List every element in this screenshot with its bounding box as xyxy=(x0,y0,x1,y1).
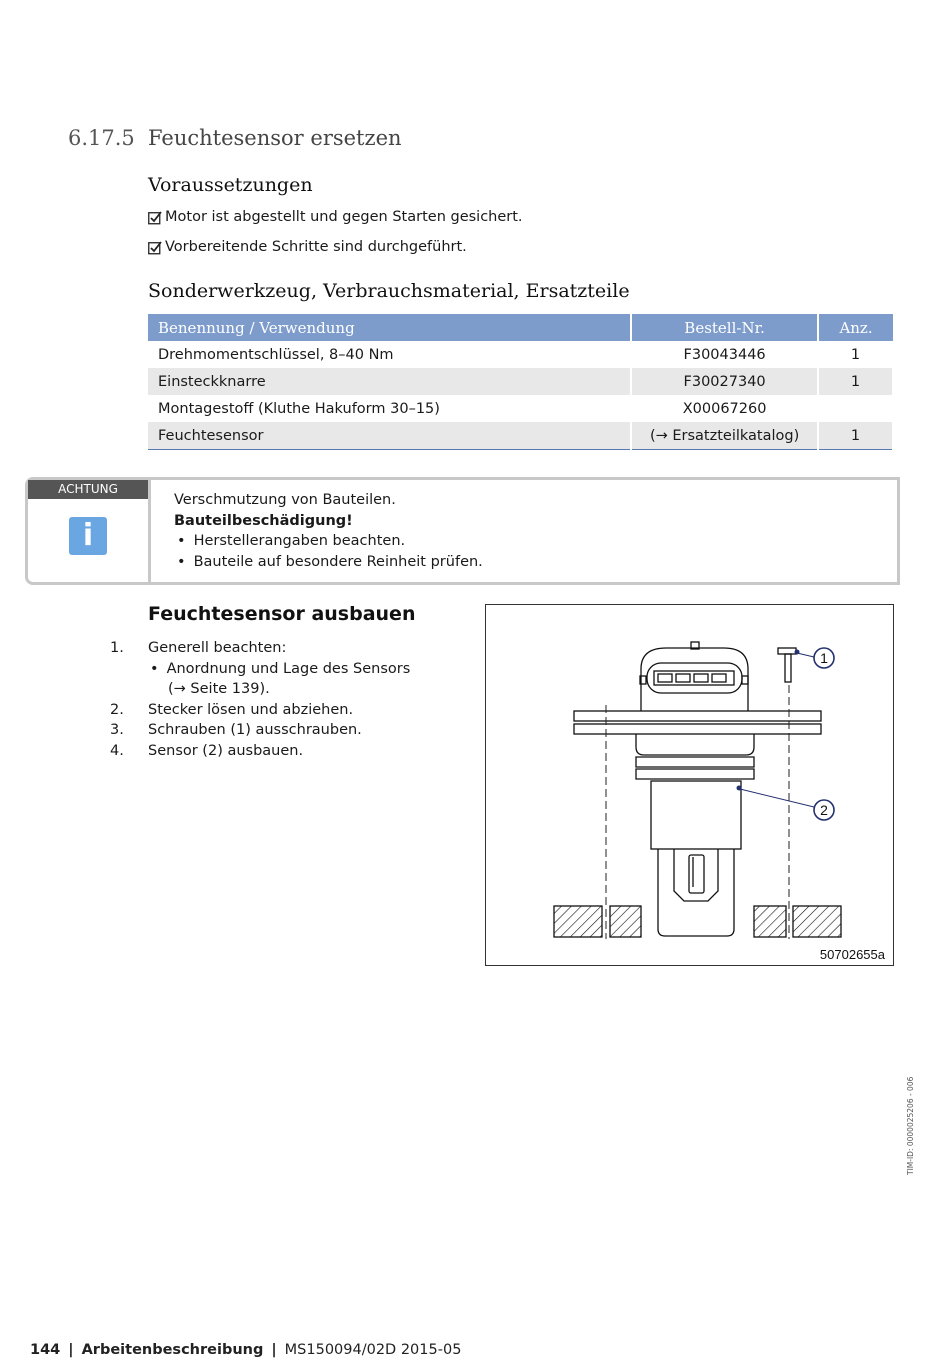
prerequisites-heading: Voraussetzungen xyxy=(148,174,313,196)
step-number: 2. xyxy=(110,701,124,718)
bullet-icon: • xyxy=(150,660,159,677)
notice-bullet xyxy=(174,531,483,552)
notice-line: Verschmutzung von Bauteilen. xyxy=(174,492,396,508)
step-sub-bullet xyxy=(100,659,470,680)
figure-id: 50702655a xyxy=(819,947,885,962)
cell-order-no: F30027340 xyxy=(631,368,818,395)
table-header-row xyxy=(148,314,893,341)
callout-1: 1 xyxy=(820,650,828,666)
step-text: Schrauben (1) ausschrauben. xyxy=(148,722,362,738)
column-header-name: Benennung / Verwendung xyxy=(148,314,631,341)
notice-sidebar xyxy=(28,480,151,582)
cell-qty: 1 xyxy=(818,422,893,450)
step-number: 3. xyxy=(110,722,124,738)
step-item xyxy=(100,638,470,659)
parts-heading: Sonderwerkzeug, Verbrauchsmaterial, Ersatzteile xyxy=(148,280,630,302)
checkbox-checked-icon xyxy=(148,241,161,254)
notice-bullet-text: Bauteile auf besondere Reinheit prüfen. xyxy=(193,553,483,570)
column-header-order-no: Bestell-Nr. xyxy=(631,314,818,341)
cell-name: Feuchtesensor xyxy=(148,422,631,450)
tim-id: TIM-ID: 0000025206 - 006 xyxy=(906,1076,915,1175)
table-row xyxy=(148,368,893,395)
cell-qty xyxy=(818,395,893,422)
table-row xyxy=(148,395,893,422)
step-number: 4. xyxy=(110,742,124,759)
step-item xyxy=(100,741,470,762)
parts-table xyxy=(148,314,894,450)
sensor-drawing xyxy=(486,605,892,964)
callout-2: 2 xyxy=(820,802,828,818)
info-icon: i xyxy=(69,517,107,555)
step-item xyxy=(100,700,470,721)
caution-notice xyxy=(25,477,900,585)
cell-qty: 1 xyxy=(818,341,893,368)
step-text: Sensor (2) ausbauen. xyxy=(148,742,304,759)
notice-body xyxy=(174,490,483,572)
step-item xyxy=(100,720,470,741)
cell-name: Drehmomentschlüssel, 8–40 Nm xyxy=(148,341,631,368)
step-text: Stecker lösen und abziehen. xyxy=(148,701,354,718)
footer-doc: MS150094/02D 2015-05 xyxy=(284,1342,462,1358)
column-header-qty: Anz. xyxy=(818,314,893,341)
table-row xyxy=(148,422,893,450)
step-number: 1. xyxy=(110,640,124,656)
notice-bullet xyxy=(174,552,483,573)
step-text: Generell beachten: xyxy=(148,640,287,656)
cell-name: Einsteckknarre xyxy=(148,368,631,395)
step-sub-continuation[interactable]: (→ Seite 139). xyxy=(168,681,270,697)
step-sub-text: Anordnung und Lage des Sensors xyxy=(166,660,411,677)
footer-section: Arbeitenbeschreibung xyxy=(81,1342,264,1358)
prerequisite-item xyxy=(148,239,467,255)
prerequisite-text: Motor ist abgestellt und gegen Starten gesichert. xyxy=(165,209,523,225)
cell-order-no: X00067260 xyxy=(631,395,818,422)
page-footer xyxy=(30,1342,461,1358)
sensor-figure xyxy=(485,604,894,966)
checkbox-checked-icon xyxy=(148,211,161,224)
page-number: 144 xyxy=(30,1342,61,1358)
prerequisite-text: Vorbereitende Schritte sind durchgeführt. xyxy=(165,239,467,255)
cell-name: Montagestoff (Kluthe Hakuform 30–15) xyxy=(148,395,631,422)
notice-label: ACHTUNG xyxy=(28,480,148,499)
notice-bullet-text: Herstellerangaben beachten. xyxy=(193,533,406,549)
footer-separator: | xyxy=(68,1342,74,1358)
footer-separator: | xyxy=(271,1342,277,1358)
cell-order-no: (→ Ersatzteilkatalog) xyxy=(631,422,818,450)
removal-heading: Feuchtesensor ausbauen xyxy=(148,603,416,625)
notice-line-bold: Bauteilbeschädigung! xyxy=(174,512,353,529)
bullet-icon: • xyxy=(177,533,186,549)
prerequisite-item xyxy=(148,209,523,225)
table-row xyxy=(148,341,893,368)
cell-qty: 1 xyxy=(818,368,893,395)
removal-steps xyxy=(100,638,470,761)
bullet-icon: • xyxy=(177,553,186,570)
section-number: 6.17.5 xyxy=(68,126,135,150)
section-title: Feuchtesensor ersetzen xyxy=(148,126,402,150)
cell-order-no: F30043446 xyxy=(631,341,818,368)
